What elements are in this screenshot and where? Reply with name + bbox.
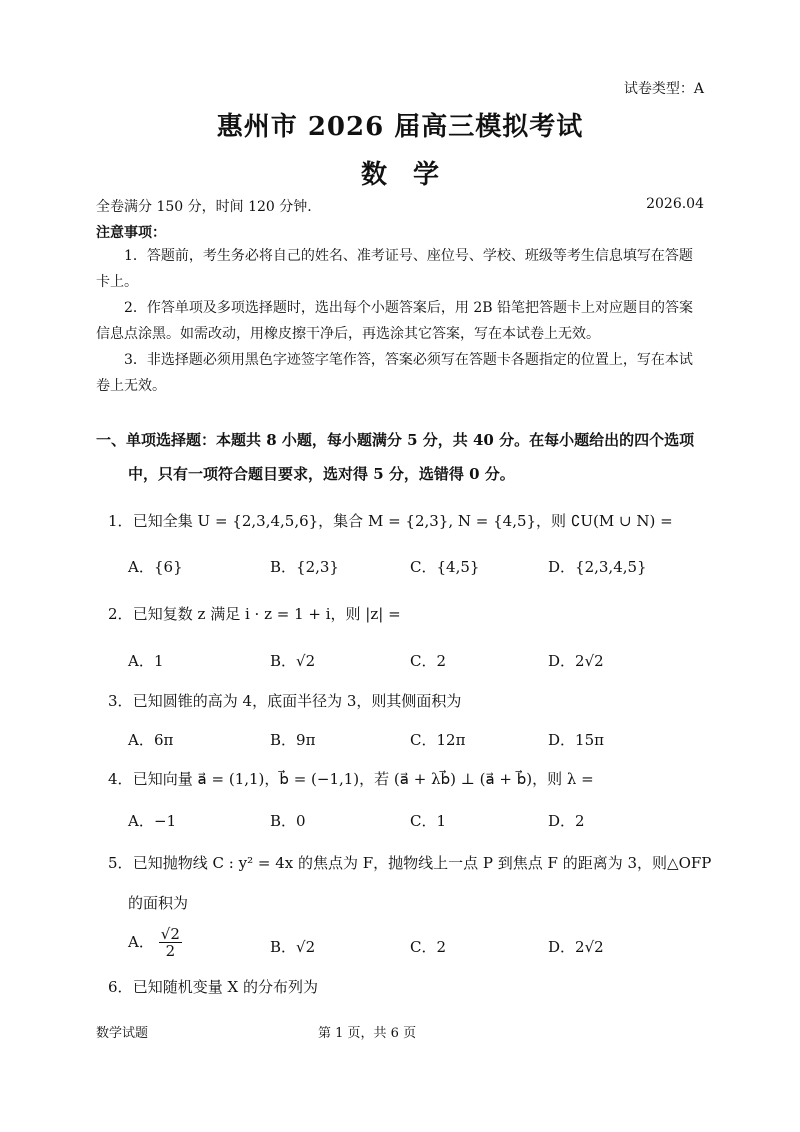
option-c: C．2 xyxy=(410,652,447,670)
option-b: B．√2 xyxy=(270,652,316,670)
notice-item: 1．答题前，考生务必将自己的姓名、准考证号、座位号、学校、班级等考生信息填写在答题卡上。 xyxy=(96,248,693,290)
question-5 xyxy=(108,852,711,873)
option-d: D．2√2 xyxy=(548,652,604,670)
fraction: $\frac{√2}{2}$ xyxy=(160,925,180,960)
option-a: A．−1 xyxy=(128,812,177,830)
question-number: 4． xyxy=(108,770,133,788)
question-number: 1． xyxy=(108,512,133,530)
paper-type-label: 试卷类型：A xyxy=(623,81,704,97)
question-stem: 已知复数 z 满足 i · z = 1 + i，则 |z| = xyxy=(132,605,401,623)
option-c: C．12π xyxy=(410,731,466,749)
question-4 xyxy=(108,768,594,789)
option-b: B．0 xyxy=(270,812,306,830)
section-heading-line1: 一、单项选择题：本题共 8 小题，每小题满分 5 分，共 40 分。在每小题给出的四个选项 xyxy=(96,431,695,449)
option-c: C．2 xyxy=(410,938,447,956)
question-stem: 已知全集 U = {2,3,4,5,6}，集合 M = {2,3}, N = {4,5}，则 ∁U(M ∪ N) = xyxy=(132,512,673,530)
question-6 xyxy=(108,976,318,997)
question-number: 2． xyxy=(108,605,133,623)
exam-info: 全卷满分 150 分，时间 120 分钟. xyxy=(96,199,312,215)
option-d: D．{2,3,4,5} xyxy=(548,558,647,576)
exam-title: 惠州市 2026 届高三模拟考试 xyxy=(216,112,584,142)
notice-item: 3．非选择题必须用黑色字迹签字笔作答，答案必须写在答题卡各题指定的位置上，写在本试卷上无效。 xyxy=(96,352,693,394)
option-a: A．{6} xyxy=(128,558,183,576)
option-a: A． $\frac{√2}{2}$ xyxy=(128,925,180,960)
question-3 xyxy=(108,690,461,711)
option-b: B．{2,3} xyxy=(270,558,339,576)
option-c: C．1 xyxy=(410,812,447,830)
section-heading xyxy=(96,423,706,491)
option-b: B．9π xyxy=(270,731,316,749)
footer-subject: 数学试题 xyxy=(96,1026,149,1041)
option-d: D．15π xyxy=(548,731,604,749)
question-number: 6． xyxy=(108,978,133,996)
question-1 xyxy=(108,510,673,531)
question-stem: 已知向量 a⃗ = (1,1)，b⃗ = (−1,1)，若 (a⃗ + λb⃗) ⊥ (a⃗ + b⃗)，则 λ = xyxy=(132,770,594,788)
notice-heading: 注意事项： xyxy=(96,225,166,241)
question-5-stem-continued: 的面积为 xyxy=(128,894,189,912)
question-stem: 已知随机变量 X 的分布列为 xyxy=(132,978,318,996)
notice-item: 2．作答单项及多项选择题时，选出每个小题答案后，用 2B 铅笔把答题卡上对应题目的答案信息点涂黑。如需改动，用橡皮擦干净后，再选涂其它答案，写在本试卷上无效。 xyxy=(96,300,694,342)
option-a: A．6π xyxy=(128,731,174,749)
subject-title: 数 学 xyxy=(360,160,439,190)
question-number: 3． xyxy=(108,692,133,710)
option-d: D．2√2 xyxy=(548,938,604,956)
option-a: A．1 xyxy=(128,652,164,670)
exam-date: 2026.04 xyxy=(646,196,704,212)
section-heading-line2: 中，只有一项符合题目要求，选对得 5 分，选错得 0 分。 xyxy=(128,465,515,483)
question-stem: 已知圆锥的高为 4，底面半径为 3，则其侧面积为 xyxy=(132,692,462,710)
option-d: D．2 xyxy=(548,812,585,830)
question-2 xyxy=(108,603,401,624)
footer-page-number: 第 1 页，共 6 页 xyxy=(318,1026,417,1041)
option-b: B．√2 xyxy=(270,938,316,956)
question-number: 5． xyxy=(108,854,133,872)
question-stem: 已知抛物线 C : y² = 4x 的焦点为 F，抛物线上一点 P 到焦点 F 的距离为 3，则△OFP xyxy=(132,854,712,872)
option-c: C．{4,5} xyxy=(410,558,480,576)
